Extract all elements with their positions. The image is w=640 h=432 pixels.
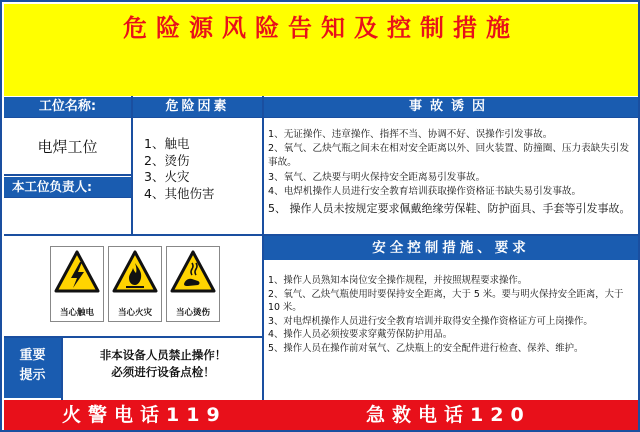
station-name: 电焊工位 <box>37 138 98 156</box>
accident-cause: 1、无证操作、违章操作、指挥不当、协调不好、误操作引发事故。 <box>268 129 553 140</box>
divider <box>4 174 131 176</box>
sign-electric-shock <box>50 246 104 322</box>
notice-line: 非本设备人员禁止操作！ <box>99 348 227 362</box>
causes-header: 事故诱因 <box>264 97 638 117</box>
divider <box>61 336 63 400</box>
emergency-footer <box>4 400 638 430</box>
owner-value <box>4 198 131 234</box>
notice-label-line: 重要 <box>19 348 46 363</box>
control-measures-list <box>268 274 634 356</box>
station-header: 工位名称: <box>4 97 131 117</box>
warning-signs <box>50 246 220 322</box>
control-measure: 3、对电焊机操作人员进行安全教育培训并取得安全操作资格证方可上岗操作。 <box>268 315 593 327</box>
accident-cause: 3、氧气、乙炔要与明火保持安全距离易引发事故。 <box>268 171 486 183</box>
sign-label: 当心火灾 <box>117 308 152 318</box>
hazard-factor: 3、火灾 <box>144 169 190 184</box>
important-notice-label <box>4 338 61 398</box>
factors-header: 危险因素 <box>133 97 262 117</box>
sign-fire <box>108 246 162 322</box>
sign-label: 当心烫伤 <box>175 308 210 318</box>
important-notice <box>64 347 262 381</box>
accident-cause: 5、 操作人员未按规定要求佩戴绝缘劳保鞋、防护面具、手套等引发事故。 <box>268 202 631 216</box>
control-measure: 1、操作人员熟知本岗位安全操作规程，并按照规程要求操作。 <box>268 275 528 286</box>
fire-warning-icon <box>112 250 158 294</box>
accident-cause: 2、氧气、乙炔气瓶之间未在相对安全距离以外、回火装置、防撞圈、压力表缺失引发事故。 <box>268 143 630 169</box>
notice-label-line: 提示 <box>19 368 46 383</box>
divider <box>4 117 638 118</box>
sign-burn <box>166 246 220 322</box>
notice-line: 必须进行设备点检！ <box>111 365 215 379</box>
accident-cause: 4、电焊机操作人员进行安全教育培训获取操作资格证书缺失易引发事故。 <box>268 185 582 197</box>
first-aid-hotline: 急救电话120 <box>366 404 531 426</box>
accident-causes-list <box>268 128 634 216</box>
controls-header: 安全控制措施、要求 <box>264 236 638 260</box>
control-measure: 5、操作人员在操作前对氧气、乙炔瓶上的安全配件进行检查、保养、维护。 <box>268 342 584 354</box>
electric-shock-warning-icon <box>54 250 100 294</box>
control-measure: 4、操作人员必须按要求穿戴劳保防护用品。 <box>268 329 453 341</box>
sign-label: 当心触电 <box>59 308 94 318</box>
hazard-factor: 2、烫伤 <box>144 152 190 168</box>
board-title: 危险源风险告知及控制措施 <box>123 14 519 42</box>
burn-warning-icon <box>170 250 216 294</box>
fire-hotline: 火警电话119 <box>62 404 227 426</box>
title-band <box>4 4 638 96</box>
control-measure: 2、氧气、乙炔气瓶使用时要保持安全距离，大于 5 米。要与明火保持安全距离，大于 10 米。 <box>268 288 624 314</box>
hazard-factor: 1、触电 <box>144 136 190 151</box>
hazard-factor: 4、其他伤害 <box>144 185 215 201</box>
hazard-factors-list <box>144 136 214 202</box>
owner-label: 本工位负责人: <box>4 177 131 197</box>
